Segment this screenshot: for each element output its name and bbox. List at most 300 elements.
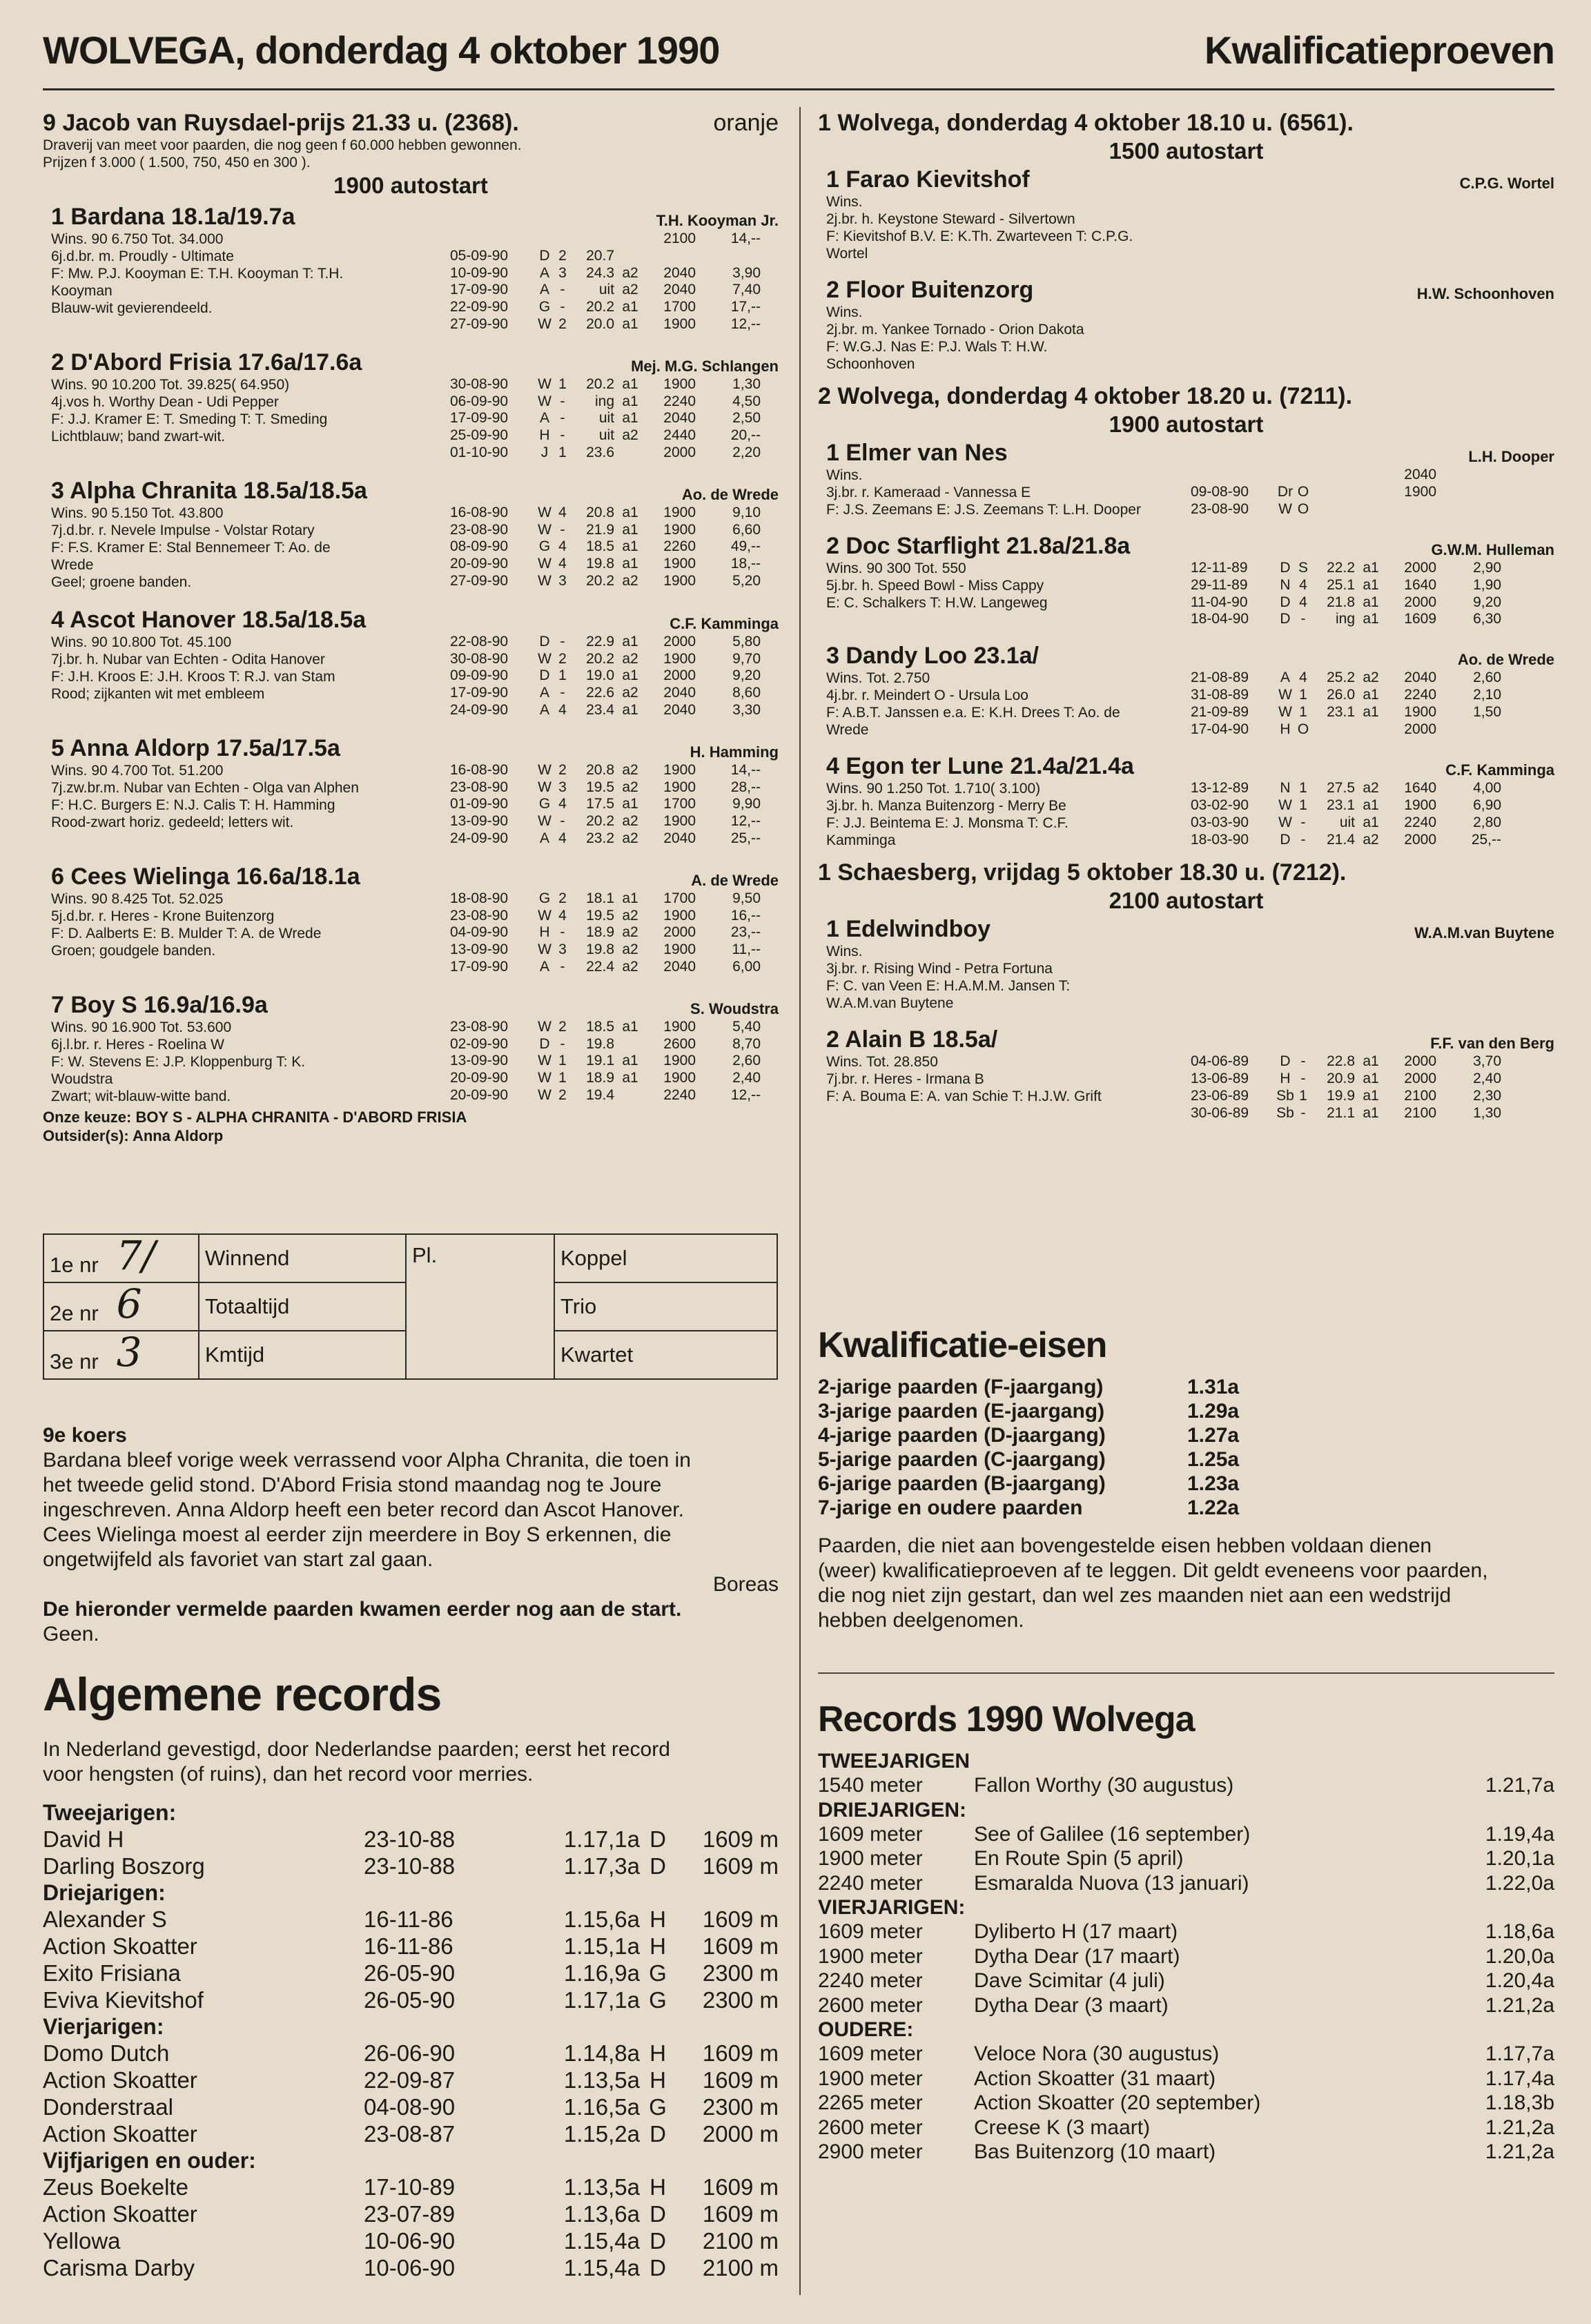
result-cell: - <box>1300 611 1306 627</box>
result-cell: 1900 <box>663 650 696 667</box>
horse-results <box>1191 642 1554 739</box>
result-cell: a2 <box>1363 670 1379 686</box>
race-color: oranje <box>713 110 779 136</box>
result-row <box>1191 484 1554 501</box>
grid-row <box>43 1234 777 1282</box>
result-cell: 1 <box>1299 686 1307 703</box>
result-cell: 2 <box>558 650 567 667</box>
horse-info: 4j.vos h. Worthy Dean - Udi Pepper <box>51 393 279 410</box>
result-cell: W <box>538 375 552 392</box>
result-cell: - <box>560 410 565 427</box>
grid-nr-cell <box>43 1331 199 1379</box>
result-cell: - <box>560 282 565 298</box>
result-cell: 18.1 <box>586 890 614 906</box>
race-start: 1900 autostart <box>1109 411 1264 437</box>
rec1990-cell: Creese K (3 maart) <box>974 2116 1151 2139</box>
horse-info: F: Kievitshof B.V. E: K.Th. Zwarteveen T: C.P.G. <box>826 228 1133 244</box>
page-header <box>43 28 1554 83</box>
result-cell: 1 <box>558 444 567 460</box>
result-cell: 23-08-90 <box>450 521 509 538</box>
result-cell: 2600 <box>663 1035 696 1052</box>
record-cell: 1609 m <box>702 2067 779 2093</box>
result-row <box>450 908 779 925</box>
record-cell: Action Skoatter <box>43 2067 197 2093</box>
result-cell: 23-08-90 <box>450 907 509 924</box>
result-cell: 1 <box>558 1053 567 1069</box>
result-cell: 08-09-90 <box>450 538 509 555</box>
horse-results <box>450 606 779 719</box>
horse-info: Wrede <box>826 722 869 739</box>
horse-entry <box>818 915 1554 1012</box>
result-cell: - <box>560 958 565 975</box>
result-cell: 4 <box>558 907 567 924</box>
horse-info: Rood-zwart horiz. gedeeld; letters wit. <box>51 814 294 830</box>
record-row <box>43 2067 779 2093</box>
result-cell: 1700 <box>663 796 696 812</box>
horse-info: F: J.J. Kramer E: T. Smeding T: T. Smeding <box>51 411 328 427</box>
result-cell: 5,20 <box>732 572 761 589</box>
section-rule <box>818 1672 1554 1674</box>
result-cell: 20.8 <box>586 761 614 778</box>
record-cell: 1.15,2a <box>563 2121 640 2147</box>
result-cell: a1 <box>1363 1070 1379 1086</box>
trainer-name: Ao. de Wrede <box>681 485 779 503</box>
horse-name: 7 Boy S 16.9a/16.9a <box>51 991 268 1018</box>
result-cell: H <box>1280 721 1291 737</box>
record-cell: 1609 m <box>702 2040 779 2066</box>
commentary-author: Boreas <box>712 1573 779 1596</box>
result-cell: - <box>1300 1053 1306 1070</box>
race-description: Draverij van meet voor paarden, die nog geen f 60.000 hebben gewonnen. <box>43 137 522 153</box>
record-cell: Exito Frisiana <box>43 1960 181 1986</box>
result-row <box>1191 577 1554 594</box>
result-cell: 20-09-90 <box>450 556 509 572</box>
result-cell: 2000 <box>1404 560 1436 576</box>
record-group-heading: Driejarigen: <box>43 1880 166 1905</box>
rec1990-cell: See of Galilee (16 september) <box>974 1822 1251 1846</box>
result-cell: - <box>560 685 565 701</box>
horse-details <box>818 532 1191 628</box>
result-cell: 24.3 <box>586 264 614 281</box>
rec1990-cell: 2900 meter <box>818 2140 923 2163</box>
horse-info: F: J.J. Beintema E: J. Monsma T: C.F. <box>826 815 1068 832</box>
rec1990-cell: 1.19,4a <box>1485 1822 1554 1846</box>
rec1990-cell: 1.21,7a <box>1485 1774 1554 1797</box>
horse-name: 4 Ascot Hanover 18.5a/18.5a <box>51 606 367 633</box>
horse-info: Wins. 90 8.425 Tot. 52.025 <box>51 890 224 907</box>
horse-info: W.A.M.van Buytene <box>826 995 954 1012</box>
result-row <box>450 1070 779 1087</box>
kwal-category: 2-jarige paarden (F-jaargang) <box>818 1376 1104 1398</box>
result-cell: Dr <box>1277 483 1294 500</box>
result-cell: 27.5 <box>1327 780 1355 797</box>
result-cell: 18.5 <box>586 1018 614 1035</box>
rec1990-row <box>818 2067 1554 2091</box>
result-cell: 2040 <box>1404 670 1436 686</box>
rec1990-cell: 2600 meter <box>818 1993 923 2017</box>
result-row <box>450 445 779 462</box>
trainer-name: H. Hamming <box>690 743 779 761</box>
result-cell: 23.4 <box>586 701 614 718</box>
commentary-line: Cees Wielinga moest al eerder zijn meerdere in Boy S erkennen, die <box>43 1523 672 1546</box>
result-row <box>450 702 779 719</box>
horse-details <box>43 477 450 591</box>
rec1990-cell: 1.18,6a <box>1485 1920 1554 1943</box>
horse-name: 1 Farao Kievitshof <box>826 166 1030 193</box>
result-cell: a2 <box>622 958 638 975</box>
rec1990-cell: Veloce Nora (30 augustus) <box>974 2042 1220 2065</box>
result-row <box>1191 467 1554 484</box>
record-cell: 2100 m <box>702 2255 779 2281</box>
horse-info: Wins. 90 10.200 Tot. 39.825( 64.950) <box>51 376 290 393</box>
result-cell: a2 <box>622 907 638 924</box>
result-cell: a2 <box>622 650 638 667</box>
race-start: 1900 autostart <box>333 173 488 198</box>
record-cell: H <box>650 2040 666 2066</box>
result-cell: 04-06-89 <box>1191 1053 1249 1070</box>
result-cell: 21.1 <box>1327 1104 1355 1121</box>
trainer-name: C.P.G. Wortel <box>1459 175 1554 192</box>
rec1990-cell: Dave Scimitar (4 juli) <box>974 1969 1165 1992</box>
result-row <box>1191 611 1554 628</box>
result-row <box>450 248 779 265</box>
result-cell: 11,-- <box>732 941 761 958</box>
horse-details <box>43 863 450 976</box>
result-cell: 18,-- <box>730 556 761 572</box>
result-cell: 4 <box>558 701 567 718</box>
result-cell: 4 <box>558 504 567 520</box>
result-cell: 1 <box>558 1070 567 1086</box>
result-cell: a1 <box>1363 576 1379 593</box>
result-cell: 2,60 <box>732 1053 761 1069</box>
result-cell: W <box>1278 797 1292 813</box>
result-cell: 2,30 <box>1473 1087 1501 1104</box>
result-cell: 2000 <box>663 633 696 650</box>
result-cell: a1 <box>622 393 638 409</box>
result-cell: 20,-- <box>730 427 761 444</box>
result-row <box>450 1087 779 1104</box>
qualification-requirements <box>818 1324 1554 1633</box>
result-cell: 3 <box>558 941 567 958</box>
general-records <box>43 1667 779 2281</box>
record-cell: 1.16,5a <box>563 2094 640 2120</box>
header-title: WOLVEGA, donderdag 4 oktober 1990 <box>43 28 720 72</box>
kwal-category: 7-jarige en oudere paarden <box>818 1496 1083 1519</box>
result-cell: - <box>560 393 565 409</box>
horse-name: 2 D'Abord Frisia 17.6a/17.6a <box>51 349 362 375</box>
rec1990-cell: Esmaralda Nuova (13 januari) <box>974 1871 1249 1895</box>
result-cell: 3,70 <box>1473 1053 1501 1070</box>
result-cell: a1 <box>1363 814 1379 830</box>
result-cell: 2240 <box>663 1086 696 1103</box>
record-cell: 1.15,4a <box>563 2255 640 2281</box>
result-cell: H <box>539 924 550 941</box>
result-cell: 26.0 <box>1327 686 1355 703</box>
result-row <box>450 538 779 556</box>
result-cell: 9,50 <box>732 890 761 906</box>
result-cell: 1,30 <box>1473 1104 1501 1121</box>
record-cell: H <box>650 1906 666 1932</box>
horse-info: Rood; zijkanten wit met embleem <box>51 685 265 702</box>
result-cell: 03-02-90 <box>1191 797 1249 813</box>
horse-details <box>818 642 1191 739</box>
horse-info: Wins. 90 4.700 Tot. 51.200 <box>51 762 224 779</box>
result-cell: 2100 <box>1404 1087 1436 1104</box>
kwal-row <box>818 1472 1554 1496</box>
horse-entry <box>818 532 1554 628</box>
result-cell: 1900 <box>663 1018 696 1035</box>
result-cell: 02-09-90 <box>450 1035 509 1052</box>
result-row <box>450 941 779 959</box>
result-cell: W <box>538 761 552 778</box>
result-cell: a1 <box>1363 560 1379 576</box>
result-cell: 2000 <box>1404 721 1436 737</box>
record-cell: 1.14,8a <box>563 2040 640 2066</box>
race-title <box>818 382 1554 410</box>
horse-entry <box>818 1026 1554 1122</box>
record-cell: 16-11-86 <box>364 1933 453 1959</box>
kwal-row <box>818 1399 1554 1423</box>
result-cell: a1 <box>622 1053 638 1069</box>
result-cell: 20.7 <box>586 247 614 264</box>
horse-info: Kooyman <box>51 283 113 299</box>
result-cell: a2 <box>622 264 638 281</box>
result-cell: 22-09-90 <box>450 299 509 315</box>
horse-info: 6j.l.br. r. Heres - Roelina W <box>51 1036 224 1053</box>
result-cell: - <box>1300 831 1306 848</box>
result-cell: 1900 <box>663 941 696 958</box>
result-row <box>450 265 779 282</box>
grid-nr: 1e nr <box>50 1253 99 1277</box>
horse-info: Geel; groene banden. <box>51 574 192 590</box>
result-row <box>450 522 779 539</box>
result-cell: 22.8 <box>1327 1053 1355 1070</box>
result-cell: 2,60 <box>1473 670 1501 686</box>
result-row <box>450 1036 779 1053</box>
result-cell: 17,-- <box>730 299 761 315</box>
result-row <box>1191 687 1554 704</box>
horse-info: Wins. 90 6.750 Tot. 34.000 <box>51 231 224 247</box>
result-row <box>1191 594 1554 612</box>
horse-entry <box>43 203 779 333</box>
record-row <box>43 2254 779 2281</box>
result-cell: - <box>560 813 565 830</box>
result-cell: 2260 <box>663 538 696 555</box>
rec1990-row <box>818 1920 1554 1944</box>
result-cell: a2 <box>622 282 638 298</box>
result-cell: 13-09-90 <box>450 813 509 830</box>
result-cell: 31-08-89 <box>1191 686 1249 703</box>
result-cell: W <box>1278 814 1292 830</box>
horse-info: Wins. 90 5.150 Tot. 43.800 <box>51 505 224 521</box>
rec1990-cell: 1.20,0a <box>1485 1944 1554 1968</box>
result-cell: a1 <box>622 1018 638 1035</box>
result-cell: 20-09-90 <box>450 1070 509 1086</box>
records-title: Algemene records <box>43 1668 442 1721</box>
horse-results <box>450 991 779 1105</box>
result-cell: W <box>538 315 552 332</box>
horse-info: 7j.d.br. r. Nevele Impulse - Volstar Rotary <box>51 522 315 538</box>
rec1990-cell: 2600 meter <box>818 2116 923 2139</box>
records-intro-2: voor hengsten (of ruins), dan het record voor merries. <box>43 1763 534 1786</box>
kwal-text-line: (weer) kwalificatieproeven af te leggen. Dit geldt eveneens voor paarden, <box>818 1559 1488 1582</box>
rec1990-cell: En Route Spin (5 april) <box>974 1847 1184 1870</box>
horse-info: F: Mw. P.J. Kooyman E: T.H. Kooyman T: T.H. <box>51 266 344 282</box>
result-cell: 23-08-90 <box>450 779 509 795</box>
result-cell: G <box>538 299 551 315</box>
horse-info: Lichtblauw; band zwart-wit. <box>51 428 226 445</box>
handwritten-number: 7/ <box>116 1232 156 1279</box>
result-cell: 2040 <box>663 685 696 701</box>
horse-entry <box>43 606 779 719</box>
result-cell: 1900 <box>663 779 696 795</box>
record-cell: 1.17,1a <box>563 1987 640 2013</box>
commentary-title: 9e koers <box>43 1424 127 1447</box>
rec1990-cell: 1.18,3b <box>1485 2091 1554 2114</box>
rec1990-cell: 2265 meter <box>818 2091 923 2114</box>
result-cell: 2,10 <box>1473 686 1501 703</box>
rec1990-cell: 1540 meter <box>818 1774 923 1797</box>
result-cell: 20.2 <box>586 572 614 589</box>
result-cell: W <box>538 1086 552 1103</box>
result-cell: 01-10-90 <box>450 444 509 460</box>
rec1990-cell: Fallon Worthy (30 augustus) <box>974 1774 1234 1797</box>
result-row <box>1191 832 1554 849</box>
result-cell: a1 <box>622 504 638 520</box>
result-cell: a2 <box>622 924 638 941</box>
result-cell: 21.9 <box>586 521 614 538</box>
result-row <box>1191 704 1554 721</box>
result-cell: a1 <box>622 410 638 427</box>
result-row <box>1191 780 1554 797</box>
rec1990-title: Records 1990 Wolvega <box>818 1699 1195 1739</box>
horse-info: Woudstra <box>51 1071 113 1087</box>
result-cell: 1900 <box>663 504 696 520</box>
horse-info: Wins. Tot. 2.750 <box>826 670 930 687</box>
result-cell: a1 <box>622 701 638 718</box>
kwal-time: 1.29a <box>1187 1400 1240 1423</box>
result-cell: O <box>1297 500 1309 517</box>
record-row <box>43 1826 779 1853</box>
race-start: 2100 autostart <box>1109 888 1264 914</box>
kwal-title: Kwalificatie-eisen <box>818 1325 1107 1365</box>
result-cell: a1 <box>1363 1104 1379 1121</box>
result-cell: a2 <box>1363 831 1379 848</box>
result-cell: 9,90 <box>732 796 761 812</box>
result-cell: 17-09-90 <box>450 685 509 701</box>
rec1990-cell: 2240 meter <box>818 1969 923 1992</box>
trainer-name: S. Woudstra <box>690 999 779 1017</box>
trainer-name: H.W. Schoonhoven <box>1416 285 1554 302</box>
record-cell: Donderstraal <box>43 2094 173 2120</box>
records-1990 <box>818 1698 1554 2165</box>
horse-info: Wins. 90 300 Tot. 550 <box>826 560 966 576</box>
horse-info: 3j.br. r. Rising Wind - Petra Fortuna <box>826 961 1053 977</box>
race-name: 2 Wolvega, donderdag 4 oktober 18.20 u. (7211). <box>818 383 1353 409</box>
horse-info: 5j.d.br. r. Heres - Krone Buitenzorg <box>51 908 275 924</box>
record-cell: 23-07-89 <box>364 2201 456 2227</box>
result-row <box>450 282 779 299</box>
horse-info: Schoonhoven <box>826 356 915 372</box>
record-cell: 23-10-88 <box>364 1826 456 1852</box>
result-cell: D <box>1280 594 1291 610</box>
record-cell: D <box>650 2201 666 2227</box>
result-cell: 19.4 <box>586 1086 614 1103</box>
result-cell: a1 <box>1363 1087 1379 1104</box>
result-cell: 10-09-90 <box>450 264 509 281</box>
result-cell: 2000 <box>663 667 696 684</box>
rec1990-cell: 1.22,0a <box>1485 1871 1554 1895</box>
result-cell: W <box>1278 703 1292 720</box>
horse-entry <box>818 276 1554 373</box>
result-cell: 2040 <box>1404 467 1436 482</box>
result-cell: J <box>540 444 549 460</box>
result-cell: 09-08-90 <box>1191 483 1249 500</box>
rec1990-cell: 1.21,2a <box>1485 1993 1554 2017</box>
result-cell: ing <box>594 393 614 409</box>
result-cell: 2 <box>558 315 567 332</box>
horse-info: Wins. <box>826 467 863 483</box>
result-cell: - <box>1300 814 1306 830</box>
record-row <box>43 2227 779 2254</box>
result-cell: 4,50 <box>732 393 761 409</box>
result-cell: 6,30 <box>1473 611 1501 627</box>
trainer-name: G.W.M. Hulleman <box>1431 541 1554 558</box>
rec1990-group-heading: OUDERE: <box>818 2018 914 2041</box>
rec1990-row <box>818 2091 1554 2116</box>
rec1990-cell: 1900 meter <box>818 1847 923 1870</box>
commentary-line: ongetwijfeld als favoriet van start zal gaan. <box>43 1548 433 1571</box>
column-divider <box>799 107 801 2295</box>
horse-info: 3j.br. h. Manza Buitenzorg - Merry Be <box>826 798 1066 814</box>
result-row <box>450 316 779 333</box>
result-cell: 1900 <box>1404 703 1436 720</box>
result-cell: 2,40 <box>732 1070 761 1086</box>
record-cell: D <box>650 1853 666 1879</box>
record-row <box>43 2040 779 2067</box>
horse-details <box>818 276 1191 373</box>
result-cell: 25.1 <box>1327 576 1355 593</box>
result-cell: 1900 <box>663 1070 696 1086</box>
horse-entry <box>818 166 1554 262</box>
horse-info: E: C. Schalkers T: H.W. Langeweg <box>826 595 1048 611</box>
result-row <box>450 376 779 393</box>
result-cell: 2,50 <box>732 410 761 427</box>
result-cell: G <box>538 538 551 555</box>
horse-results <box>450 734 779 848</box>
result-cell: a2 <box>622 427 638 444</box>
result-cell: a1 <box>622 633 638 650</box>
result-row <box>450 1053 779 1070</box>
rec1990-row <box>818 1846 1554 1871</box>
rec1990-row <box>818 2116 1554 2140</box>
rec1990-cell: 1609 meter <box>818 2042 923 2065</box>
result-cell: 2000 <box>663 924 696 941</box>
rec1990-cell: 1900 meter <box>818 1944 923 1968</box>
result-cell: 19.5 <box>586 907 614 924</box>
result-cell: 9,70 <box>732 650 761 667</box>
result-cell: N <box>1280 780 1291 797</box>
horse-name: 3 Alpha Chranita 18.5a/18.5a <box>51 477 367 504</box>
result-cell: 20.2 <box>586 375 614 392</box>
result-cell: 1609 <box>1404 611 1436 627</box>
rec1990-cell: 1.21,2a <box>1485 2140 1554 2163</box>
result-cell: 1900 <box>663 572 696 589</box>
horse-info: Wins. 90 1.250 Tot. 1.710( 3.100) <box>826 781 1041 797</box>
result-cell: W <box>538 779 552 795</box>
record-cell: 1.17,3a <box>563 1853 640 1879</box>
result-cell: - <box>1300 1070 1306 1086</box>
